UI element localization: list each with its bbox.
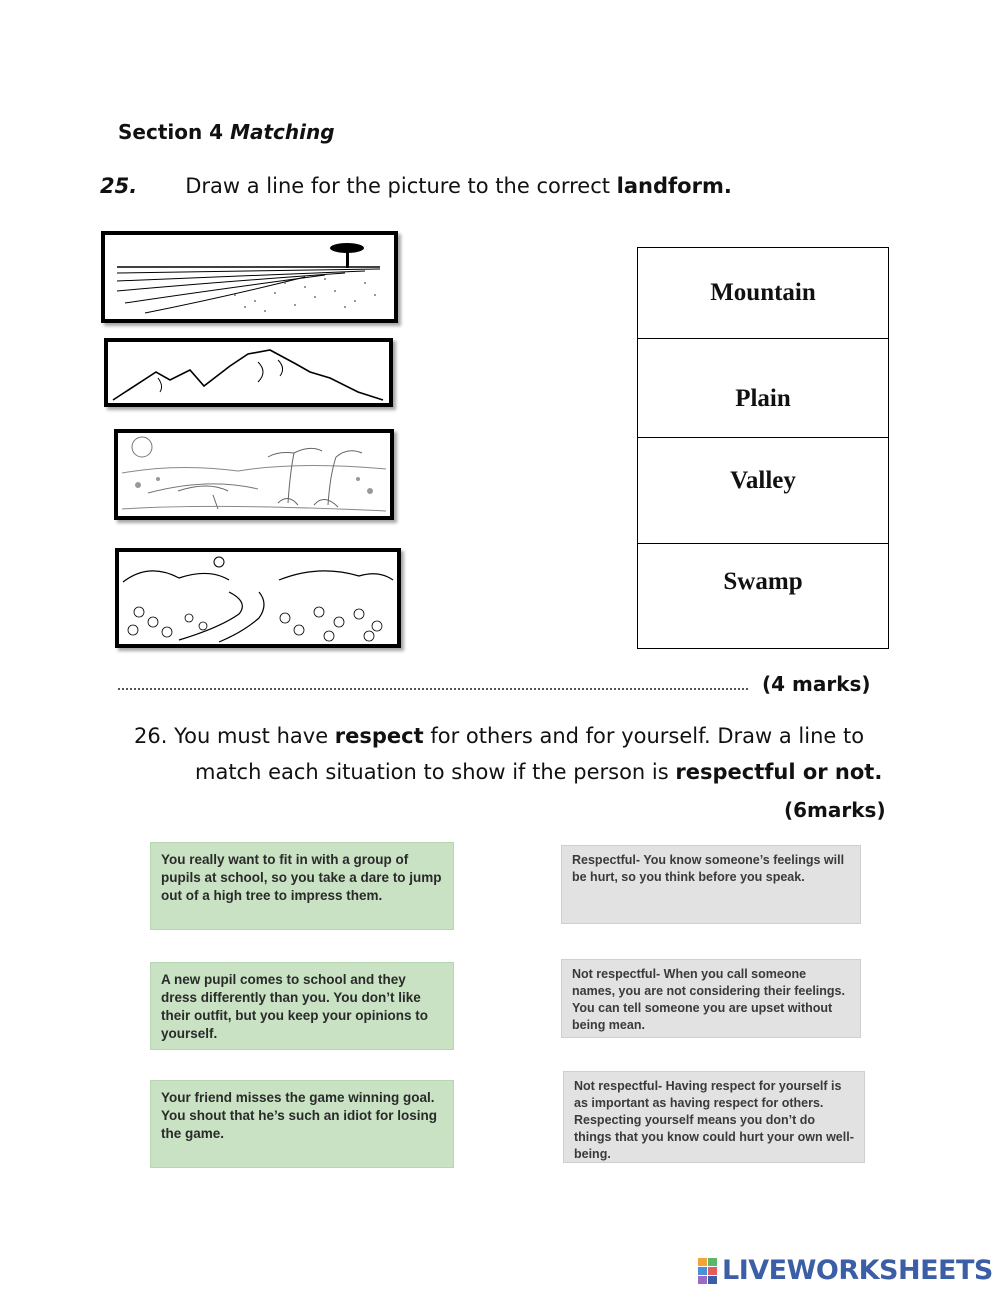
marks-q25: (4 marks) [762,672,871,696]
landform-valley[interactable]: Valley [638,438,888,544]
logo-text: LIVEWORKSHEETS [722,1254,993,1286]
marks-q26: (6marks) [784,798,886,822]
question-keyword: respectful or not. [675,760,883,784]
liveworksheets-logo [698,1253,993,1287]
question-number: 26. [134,724,168,748]
section-label: Section 4 [118,120,224,144]
landform-table [637,247,889,649]
question-25 [100,174,732,198]
liveworksheets-logo-icon [698,1256,718,1284]
question-26-line-1 [134,724,864,748]
question-text: match each situation to show if the person is [195,760,669,784]
landform-plain[interactable]: Plain [638,339,888,438]
section-title: Matching [230,120,335,144]
landform-mountain[interactable]: Mountain [638,248,888,339]
question-text: You must have [174,724,329,748]
situation-card-2[interactable]: A new pupil comes to school and they dress differently than you. You don’t like their outfit, but you keep your opinions to yourself. [150,962,454,1050]
question-number: 25. [100,174,138,198]
plain-picture[interactable] [101,231,398,323]
answer-card-1[interactable]: Respectful- You know someone’s feelings will be hurt, so you think before you speak. [561,845,861,924]
situation-card-3[interactable]: Your friend misses the game winning goal. You shout that he’s such an idiot for losing the game. [150,1080,454,1168]
question-keyword: respect [334,724,424,748]
question-26-line-2 [195,760,882,784]
mountain-picture[interactable] [104,338,393,407]
swamp-picture[interactable] [114,429,394,520]
valley-picture[interactable] [115,548,401,648]
answer-card-2[interactable]: Not respectful- When you call someone names, you are not considering their feelings. You can tell someone you are upset without being mean. [561,959,861,1038]
question-keyword: landform. [616,174,732,198]
landform-swamp[interactable]: Swamp [723,568,803,595]
question-text: for others and for yourself. Draw a line to [430,724,865,748]
question-text: Draw a line for the picture to the correct [185,174,610,198]
answer-card-3[interactable]: Not respectful- Having respect for yourself is as important as having respect for others. Respecting yourself means you don’t do things that you know could hurt your own well-being. [563,1071,865,1163]
situation-card-1[interactable]: You really want to fit in with a group of pupils at school, so you take a dare to jump out of a high tree to impress them. [150,842,454,930]
section-heading [118,120,335,144]
dotted-line [118,688,748,690]
